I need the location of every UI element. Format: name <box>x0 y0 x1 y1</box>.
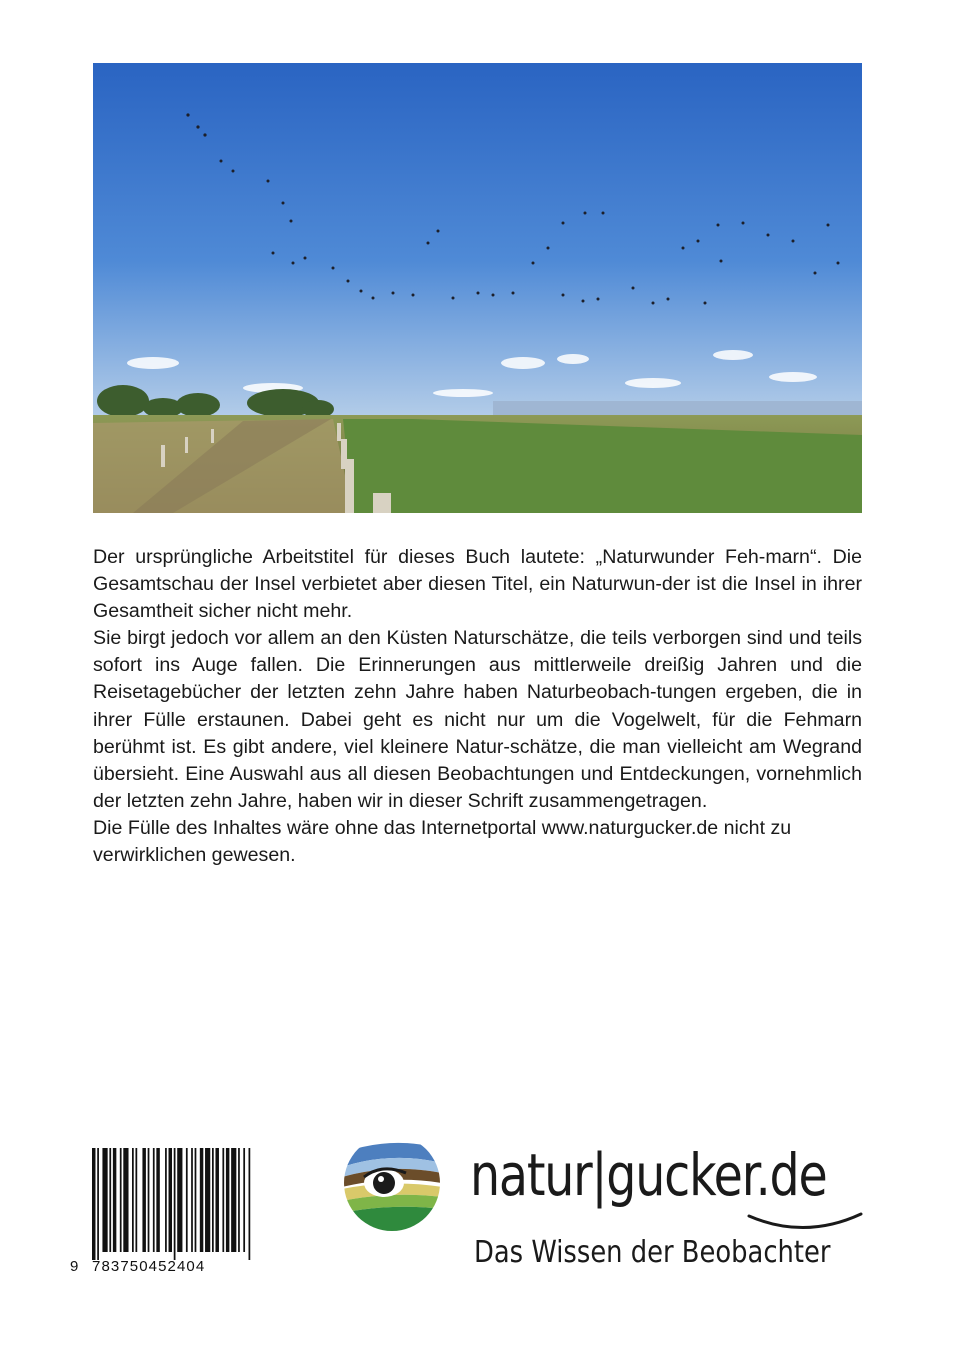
barcode-bar <box>169 1148 172 1252</box>
barcode-bar <box>231 1148 236 1252</box>
barcode-bar <box>195 1148 197 1252</box>
barcode-bar <box>191 1148 193 1252</box>
isbn-lead-digit: 9 <box>70 1258 80 1275</box>
barcode-bar <box>92 1148 95 1260</box>
barcode-bar <box>186 1148 188 1252</box>
blurb-text <box>93 544 862 869</box>
barcode-bar <box>97 1148 99 1260</box>
barcode-bar <box>212 1148 214 1252</box>
barcode-bar <box>222 1148 224 1252</box>
sky <box>93 63 862 423</box>
green-strip <box>343 419 862 513</box>
brand-name: natur|gucker.de <box>470 1141 827 1209</box>
barcode-bar <box>109 1148 111 1252</box>
barcode-bar <box>165 1148 167 1252</box>
barcode-bar <box>142 1148 145 1252</box>
barcode-bar <box>153 1148 155 1252</box>
barcode-bar <box>102 1148 107 1252</box>
barcode-bar <box>215 1148 218 1252</box>
blurb-paragraph-3: Die Fülle des Inhaltes wäre ohne das Internetportal www.naturgucker.de nicht zu verwirklichen gewesen. <box>93 816 792 867</box>
blurb-paragraph-1: Der ursprüngliche Arbeitstitel für dieses Buch lautete: „Naturwunder Feh-marn“. Die Gesamtschau der Insel verbietet aber diesen Titel, ein Naturwun-der ist die Insel in ihrer Gesamtheit sicher nicht mehr. <box>93 546 862 623</box>
barcode-bar <box>156 1148 159 1252</box>
barcode-icon <box>92 1148 252 1260</box>
barcode-bar <box>249 1148 251 1260</box>
barcode-bar <box>148 1148 150 1252</box>
barcode-bar <box>174 1148 176 1260</box>
barcode-bar <box>123 1148 128 1252</box>
brand-tagline: Das Wissen der Beobachter <box>474 1235 831 1270</box>
barcode-bar <box>177 1148 182 1252</box>
isbn-digits: 783750452404 <box>92 1258 206 1275</box>
cover-photo <box>93 63 862 513</box>
barcode-bar <box>132 1148 134 1252</box>
smile-swoosh-icon <box>745 1210 865 1234</box>
barcode-bar <box>135 1148 137 1252</box>
barcode-bar <box>226 1148 229 1252</box>
barcode-bar <box>205 1148 210 1252</box>
barcode-bar <box>243 1148 245 1252</box>
barcode-bar <box>200 1148 203 1252</box>
isbn-barcode <box>70 1148 252 1278</box>
barcode-bar <box>238 1148 240 1252</box>
blurb-paragraph-2: Sie birgt jedoch vor allem an den Küsten Naturschätze, die teils verborgen sind und teils sofort ins Auge fallen. Die Erinnerungen aus mittlerweile dreißig Jahren und die Reisetagebücher der letzten zehn Jahre haben Naturbeobach-tungen ergeben, die in ihrer Fülle erstaunen. Dabei geht es nicht nur um die Vogelwelt, für die Fehmarn berühmt ist. Es gibt andere, viel kleinere Natur-schätze, die man vielleicht am Wegrand übersieht. Eine Auswahl aus all diesen Beobachtungen und Entdeckungen, vornehmlich der letzten zehn Jahre, haben wir in dieser Schrift zusammengetragen. <box>93 627 862 812</box>
barcode-bar <box>113 1148 116 1252</box>
barcode-bar <box>120 1148 122 1252</box>
naturgucker-eye-icon <box>342 1133 442 1233</box>
